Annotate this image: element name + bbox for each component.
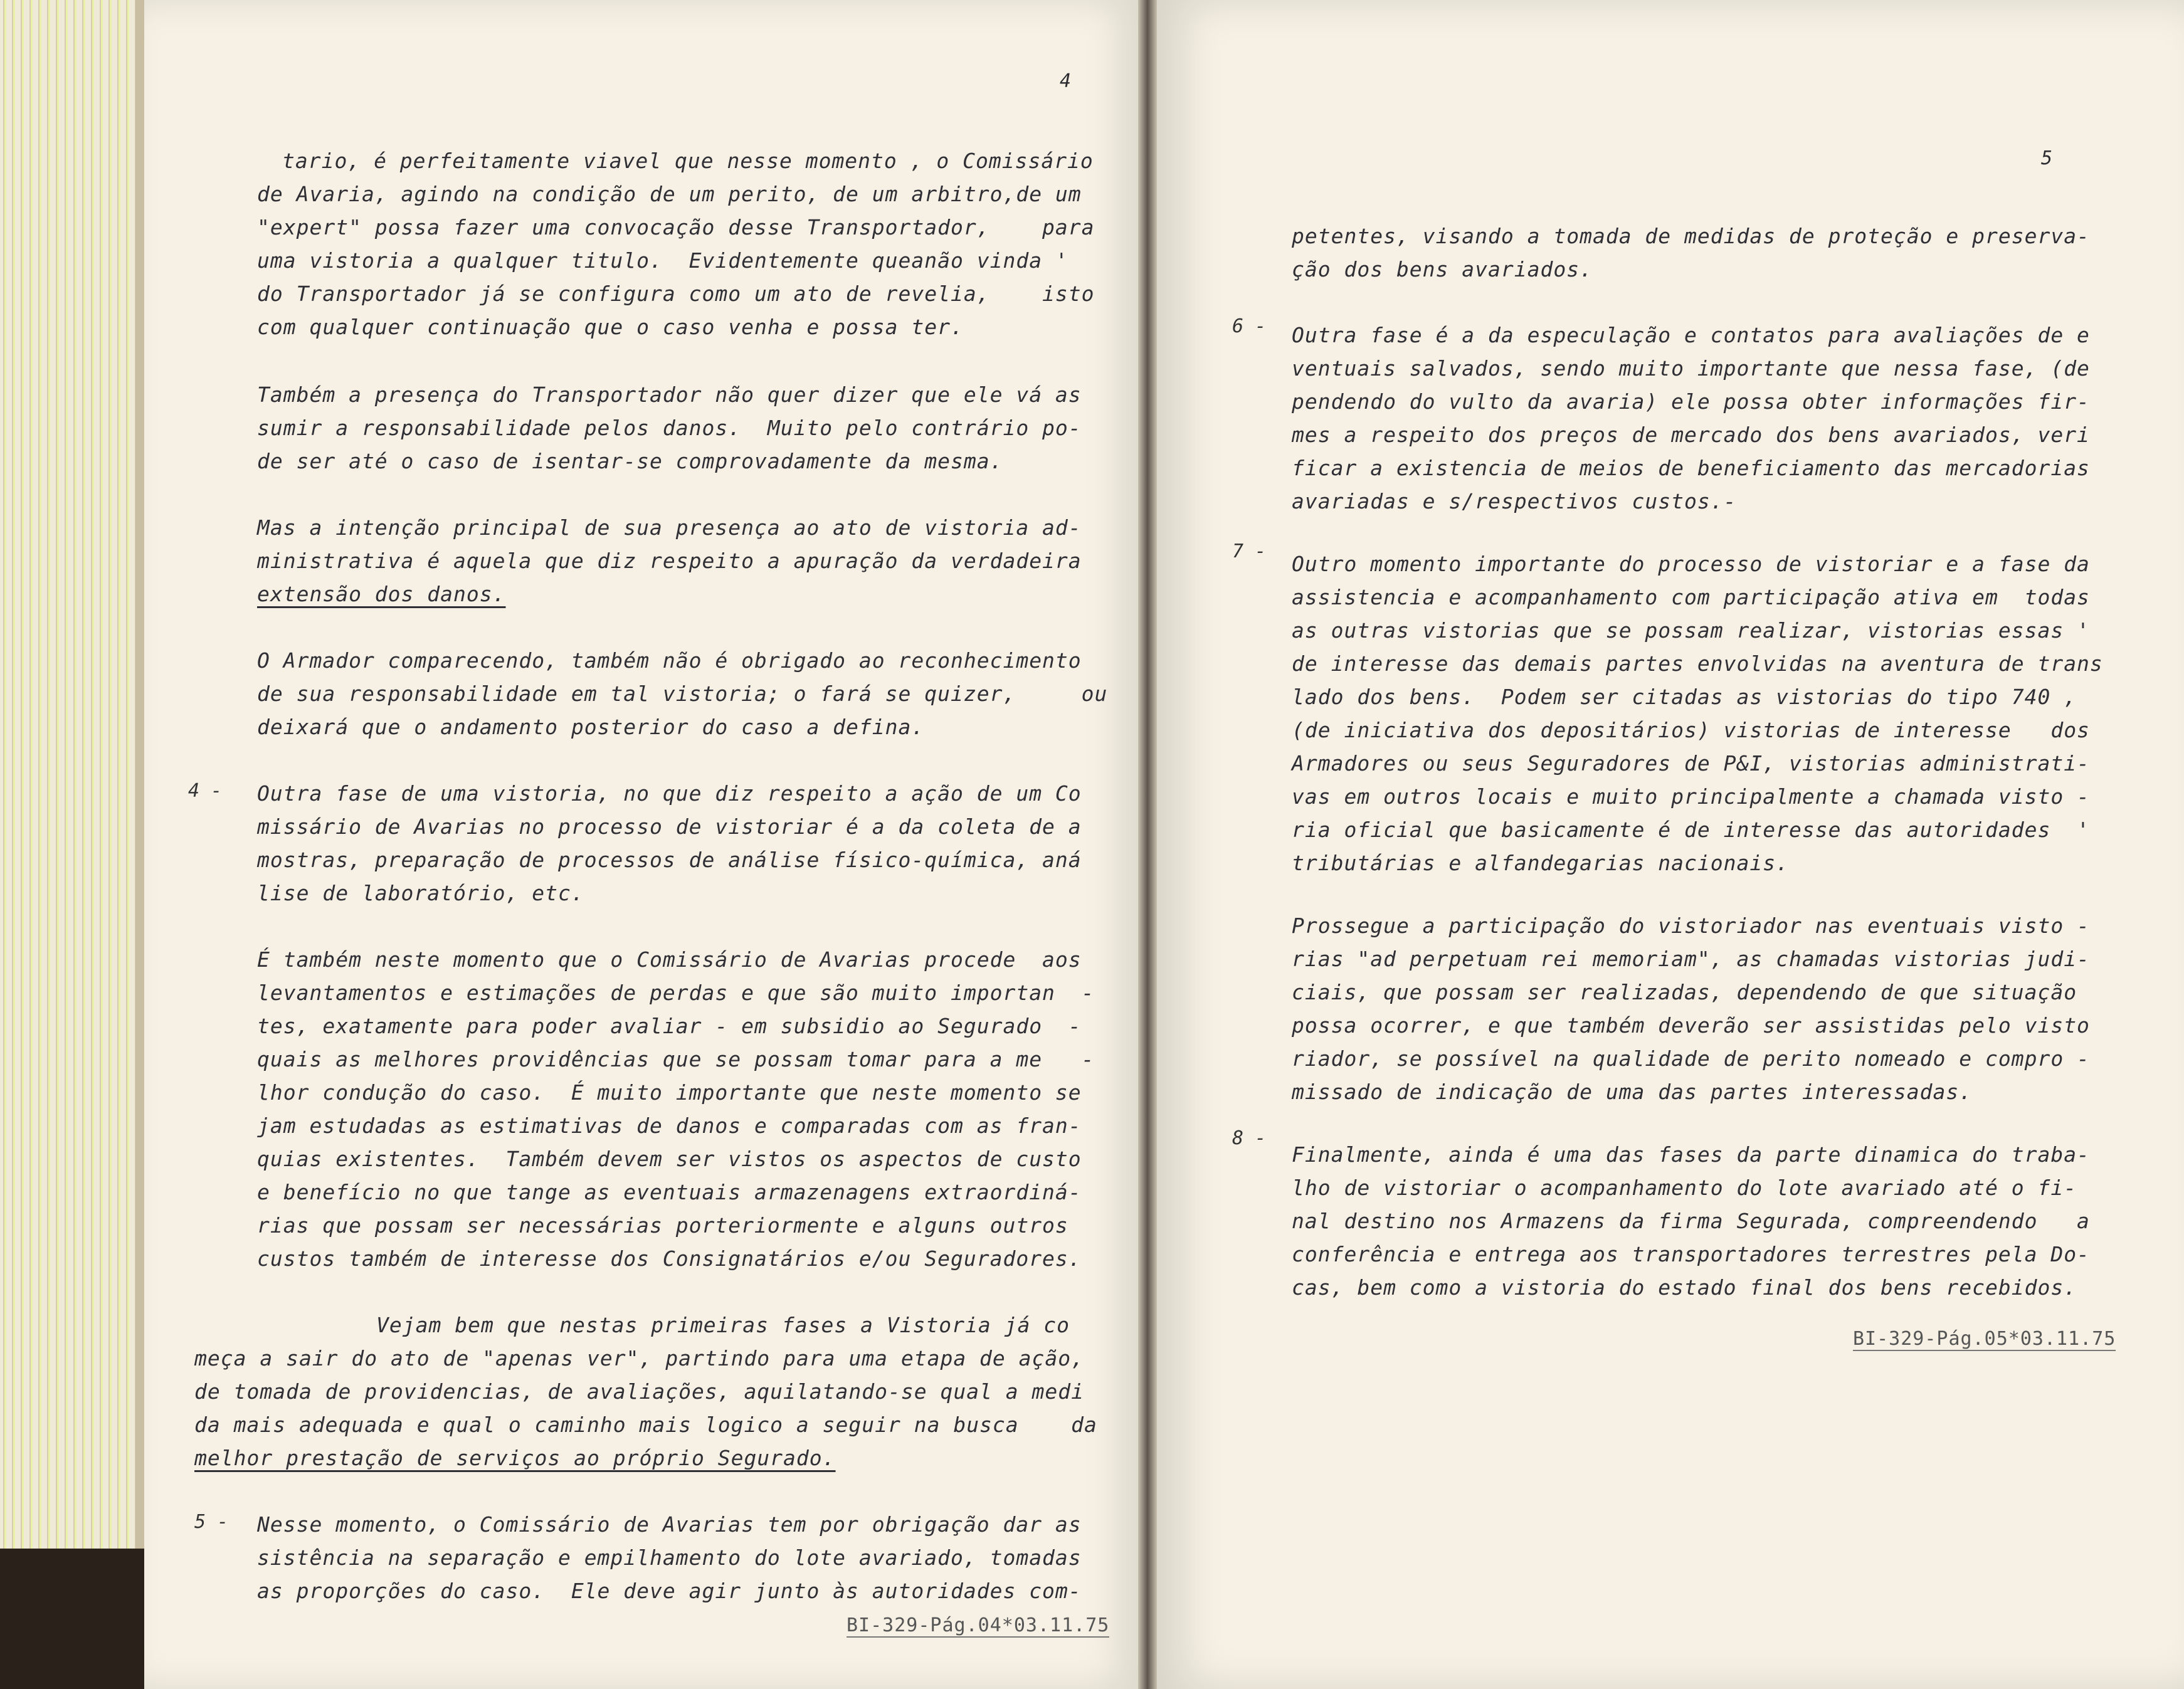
text-line: ventuais salvados, sendo muito importante que nessa fase, (de xyxy=(1292,356,2090,381)
text-line: vas em outros locais e muito principalmente a chamada visto - xyxy=(1292,784,2090,809)
text-line: lho de vistoriar o acompanhamento do lote avariado até o fi- xyxy=(1292,1176,2077,1200)
text-line: Armadores ou seus Seguradores de P&I, vistorias administrati- xyxy=(1292,751,2090,776)
right-page xyxy=(1157,0,2184,1689)
text-line: missário de Avarias no processo de vistoriar é a da coleta de a xyxy=(257,814,1082,839)
page-number: 5 xyxy=(2041,147,2053,169)
text-line: quias existentes. Também devem ser vistos os aspectos de custo xyxy=(257,1147,1082,1171)
text-line: mes a respeito dos preços de mercado dos bens avariados, veri xyxy=(1292,423,2090,447)
item-number: 4 - xyxy=(188,780,223,802)
text-line: as proporções do caso. Ele deve agir junto às autoridades com- xyxy=(257,1579,1082,1603)
item-number: 6 - xyxy=(1232,315,1267,337)
text-line: quais as melhores providências que se possam tomar para a me - xyxy=(257,1047,1095,1071)
text-line: petentes, visando a tomada de medidas de proteção e preserva- xyxy=(1292,224,2090,248)
text-line: lhor condução do caso. É muito importante que neste momento se xyxy=(257,1080,1082,1105)
text-line: levantamentos e estimações de perdas e que são muito importan - xyxy=(257,981,1095,1005)
text-line: lado dos bens. Podem ser citadas as vistorias do tipo 740 , xyxy=(1292,685,2077,709)
left-page xyxy=(144,0,1138,1689)
text-line: ria oficial que basicamente é de interesse das autoridades ' xyxy=(1292,818,2090,842)
text-line: tes, exatamente para poder avaliar - em subsidio ao Segurado - xyxy=(257,1014,1082,1038)
text-line: pendendo do vulto da avaria) ele possa obter informações fir- xyxy=(1292,389,2090,414)
text-line: e benefício no que tange as eventuais armazenagens extraordiná- xyxy=(257,1180,1082,1204)
page-footer: BI-329-Pág.04*03.11.75 xyxy=(847,1614,1110,1636)
text-line: (de iniciativa dos depositários) vistorias de interesse dos xyxy=(1292,718,2090,742)
page-footer: BI-329-Pág.05*03.11.75 xyxy=(1853,1328,2116,1350)
text-line: ficar a existencia de meios de beneficiamento das mercadorias xyxy=(1292,456,2090,480)
text-line: conferência e entrega aos transportadores terrestres pela Do- xyxy=(1292,1242,2090,1266)
text-line: com qualquer continuação que o caso venha e possa ter. xyxy=(257,315,964,339)
text-line: deixará que o andamento posterior do caso a defina. xyxy=(257,715,925,739)
text-line: Outra fase de uma vistoria, no que diz respeito a ação de um Co xyxy=(257,781,1082,806)
text-line: assistencia e acompanhamento com participação ativa em todas xyxy=(1292,585,2090,609)
text-line: sumir a responsabilidade pelos danos. Muito pelo contrário po- xyxy=(257,416,1082,440)
text-line: Prossegue a participação do vistoriador nas eventuais visto - xyxy=(1292,913,2090,938)
text-line: do Transportador já se configura como um ato de revelia, isto xyxy=(257,282,1095,306)
text-line: de Avaria, agindo na condição de um perito, de um arbitro,de um xyxy=(257,182,1082,206)
item-number: 7 - xyxy=(1232,540,1267,562)
text-line: "expert" possa fazer uma convocação desse Transportador, para xyxy=(257,215,1095,239)
text-line: uma vistoria a qualquer titulo. Evidentemente queanão vinda ' xyxy=(257,248,1068,273)
text-line: missado de indicação de uma das partes interessadas. xyxy=(1292,1080,1973,1104)
text-line: cas, bem como a vistoria do estado final dos bens recebidos. xyxy=(1292,1275,2077,1300)
text-line: mostras, preparação de processos de análise físico-química, aná xyxy=(257,848,1082,872)
text-line: Também a presença do Transportador não quer dizer que ele vá as xyxy=(257,382,1082,407)
text-line: rias que possam ser necessárias porteriormente e alguns outros xyxy=(257,1213,1068,1238)
page-number: 4 xyxy=(1060,70,1072,92)
text-line: ção dos bens avariados. xyxy=(1292,257,1593,282)
text-line: de ser até o caso de isentar-se comprovadamente da mesma. xyxy=(257,449,1003,473)
text-line: Mas a intenção principal de sua presença ao ato de vistoria ad- xyxy=(257,515,1082,540)
text-line: É também neste momento que o Comissário de Avarias procede aos xyxy=(257,947,1082,972)
text-line: Nesse momento, o Comissário de Avarias tem por obrigação dar as xyxy=(257,1512,1082,1537)
text-line: de tomada de providencias, de avaliações, aquilatando-se qual a medi xyxy=(194,1379,1085,1404)
text-line: rias "ad perpetuam rei memoriam", as chamadas vistorias judi- xyxy=(1292,947,2090,971)
text-line: Vejam bem que nestas primeiras fases a Vistoria já co xyxy=(376,1313,1070,1337)
text-line: da mais adequada e qual o caminho mais logico a seguir na busca da xyxy=(194,1413,1097,1437)
text-line: lise de laboratório, etc. xyxy=(257,881,584,905)
text-line: O Armador comparecendo, também não é obrigado ao reconhecimento xyxy=(257,648,1082,673)
text-line: Outra fase é a da especulação e contatos para avaliações de e xyxy=(1292,323,2090,347)
text-line: tributárias e alfandegarias nacionais. xyxy=(1292,851,1789,875)
text-line: nal destino nos Armazens da firma Segurada, compreendendo a xyxy=(1292,1209,2090,1233)
text-line: ciais, que possam ser realizadas, dependendo de que situação xyxy=(1292,980,2077,1004)
text-line: ministrativa é aquela que diz respeito a apuração da verdadeira xyxy=(257,549,1082,573)
text-line-underlined: melhor prestação de serviços ao próprio Segurado. xyxy=(194,1446,836,1470)
text-line: Finalmente, ainda é uma das fases da parte dinamica do traba- xyxy=(1292,1142,2090,1167)
text-line: meça a sair do ato de "apenas ver", partindo para uma etapa de ação, xyxy=(194,1346,1085,1371)
text-line: as outras vistorias que se possam realizar, vistorias essas ' xyxy=(1292,618,2090,643)
text-line: de interesse das demais partes envolvidas na aventura de trans xyxy=(1292,651,2103,676)
book-cover-corner xyxy=(0,1549,144,1689)
text-line: avariadas e s/respectivos custos.- xyxy=(1292,489,1737,513)
item-number: 5 - xyxy=(194,1511,229,1533)
text-line: sistência na separação e empilhamento do lote avariado, tomadas xyxy=(257,1545,1082,1570)
text-line: jam estudadas as estimativas de danos e comparadas com as fran- xyxy=(257,1113,1082,1138)
item-number: 8 - xyxy=(1232,1127,1267,1149)
book-page-edges xyxy=(0,0,144,1689)
text-line: riador, se possível na qualidade de perito nomeado e compro - xyxy=(1292,1046,2090,1071)
text-line: tario, é perfeitamente viavel que nesse momento , o Comissário xyxy=(282,149,1094,173)
book-gutter xyxy=(1138,0,1157,1689)
text-line: Outro momento importante do processo de vistoriar e a fase da xyxy=(1292,552,2090,576)
text-line-underlined: extensão dos danos. xyxy=(257,582,506,606)
text-line: custos também de interesse dos Consignatários e/ou Seguradores. xyxy=(257,1246,1082,1271)
text-line: de sua responsabilidade em tal vistoria; o fará se quizer, ou xyxy=(257,681,1108,706)
text-line: possa ocorrer, e que também deverão ser assistidas pelo visto xyxy=(1292,1013,2090,1038)
